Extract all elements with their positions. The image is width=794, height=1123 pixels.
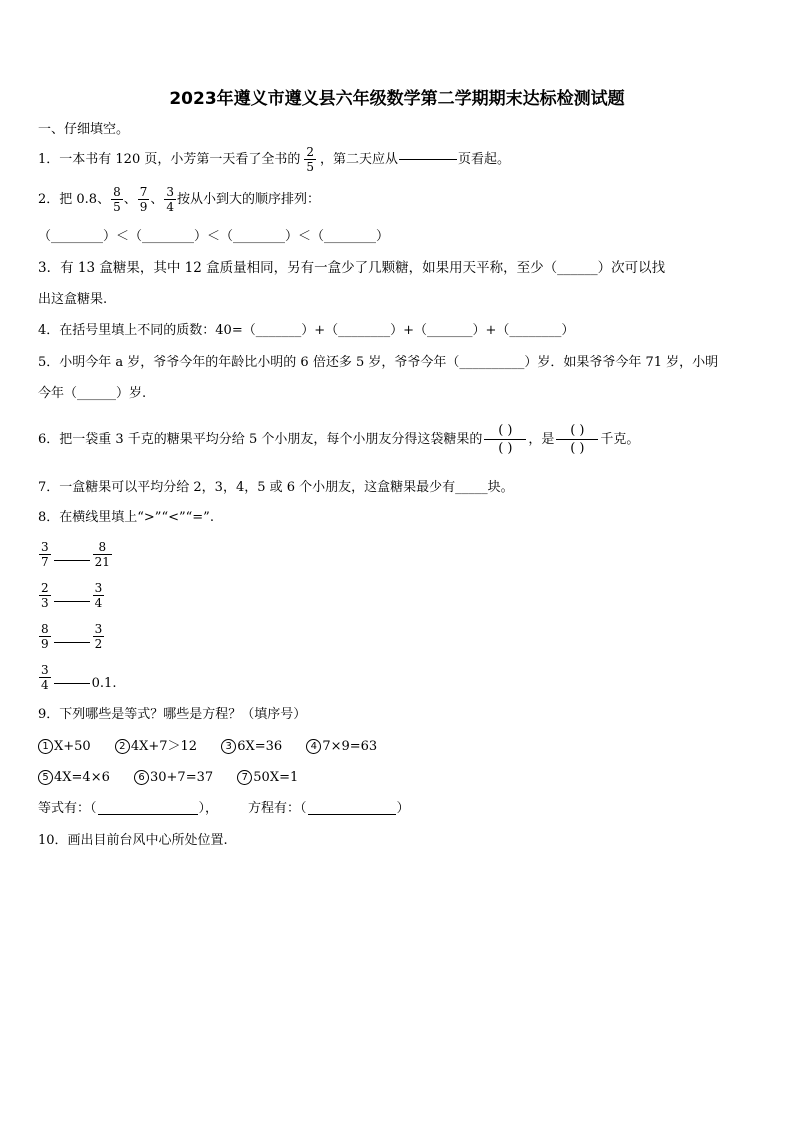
question-8: 8．在横线里填上“>”“<”“=”. (38, 510, 214, 525)
q9-options-row-1 (38, 739, 397, 754)
q8-row-4 (38, 660, 116, 694)
q9-option: 2 4X+7＞12 (115, 739, 197, 754)
q9-option: 3 6X=36 (221, 739, 282, 754)
q8-row-2 (38, 578, 105, 612)
q9-equality-blank[interactable] (98, 813, 198, 815)
q8-left-fraction: $\frac{3}{7}$ (41, 539, 49, 569)
q9-equation-label: 方程有：（ (248, 801, 307, 816)
q8-right-fraction: $\frac{3}{4}$ (94, 580, 103, 610)
question-6 (38, 418, 639, 460)
q1-text-3: 页看起。 (458, 151, 511, 167)
question-10: 10．画出目前台风中心所处位置. (38, 833, 228, 848)
q3-line-2: 出这盒糖果. (38, 292, 108, 307)
q9-answer-row (38, 802, 410, 815)
q8-right-fraction: $\frac{3}{2}$ (94, 621, 103, 651)
q8-left-fraction: $\frac{8}{9}$ (41, 621, 49, 651)
q9-option: 7 50X=1 (237, 770, 298, 785)
page-title: 2023年遵义市遵义县六年级数学第二学期期末达标检测试题 (169, 89, 625, 109)
q9-options-row-2 (38, 770, 318, 785)
q1-answer-blank[interactable] (399, 158, 457, 160)
q8-left-fraction: $\frac{2}{3}$ (41, 580, 49, 610)
q2-text: 2．把 0.8、 (38, 191, 111, 207)
q9-option: 4 7×9=63 (306, 739, 377, 754)
q8-answer-blank[interactable] (54, 642, 90, 643)
q9-equation-close: ） (396, 801, 410, 816)
q8-left-fraction: $\frac{3}{4}$ (41, 662, 49, 692)
q2-sep-2: 、 (150, 191, 164, 207)
q8-right-fraction: $\frac{8}{21}$ (94, 539, 110, 569)
q9-equality-label: 等式有：（ (38, 801, 97, 816)
question-7: 7．一盒糖果可以平均分给 2，3，4，5 或 6 个小朋友，这盒糖果最少有_____块。 (38, 480, 514, 495)
q9-option: 5 4X=4×6 (38, 770, 110, 785)
question-4: 4．在括号里填上不同的质数：40=（_______）+（________）+（_______）+（________） (38, 323, 575, 338)
q6-text-3: 千克。 (600, 431, 640, 447)
q3-line-1: 3．有 13 盒糖果，其中 12 盒质量相同，另有一盒少了几颗糖，如果用天平称，至少（______）次可以找 (38, 260, 666, 276)
q6-text-2: ，是 (528, 431, 555, 447)
q5-line-2: 今年（______）岁. (38, 386, 147, 401)
q8-answer-blank[interactable] (54, 560, 90, 561)
q2-fraction-3: $\frac{3}{4}$ (166, 184, 175, 214)
q8-answer-blank[interactable] (54, 683, 90, 684)
q8-row-1 (38, 537, 113, 571)
question-2 (38, 182, 320, 216)
q2-sep: 、 (123, 191, 137, 207)
q8-row-3 (38, 619, 105, 653)
q9-equality-close: ）， (198, 801, 219, 816)
section-heading: 一、仔细填空。 (38, 122, 130, 137)
q9-option: 1 X+50 (38, 739, 91, 754)
q1-fraction: $\frac{2}{5}$ (306, 144, 314, 174)
question-9: 9．下列哪些是等式？哪些是方程？（填序号） (38, 707, 307, 722)
q2-fraction-2: $\frac{7}{9}$ (139, 184, 148, 214)
q8-decimal: 0.1. (91, 675, 117, 691)
question-1 (38, 145, 510, 173)
q2-text-2: 按从小到大的顺序排列： (177, 191, 321, 207)
q9-option: 6 30+7=37 (134, 770, 213, 785)
q2-order-blanks[interactable]: （________）＜（________）＜（________）＜（________） (38, 229, 390, 244)
q8-answer-blank[interactable] (54, 601, 90, 602)
q5-line-1: 5．小明今年 a 岁，爷爷今年的年龄比小明的 6 倍还多 5 岁，爷爷今年（__________）岁．如果爷爷今年 71 岁，小明 (38, 355, 719, 370)
q1-text-2: ，第二天应从 (320, 151, 399, 167)
q2-fraction-1: $\frac{8}{5}$ (113, 184, 121, 214)
q9-equation-blank[interactable] (308, 813, 396, 815)
q1-text: 1．一本书有 120 页，小芳第一天看了全书的 (38, 151, 301, 167)
q6-fraction-blank-1[interactable]: $\frac{( )}{( )}$ (484, 422, 526, 457)
q6-text: 6．把一袋重 3 千克的糖果平均分给 5 个小朋友，每个小朋友分得这袋糖果的 (38, 431, 483, 447)
q6-fraction-blank-2[interactable]: $\frac{( )}{( )}$ (556, 422, 598, 457)
